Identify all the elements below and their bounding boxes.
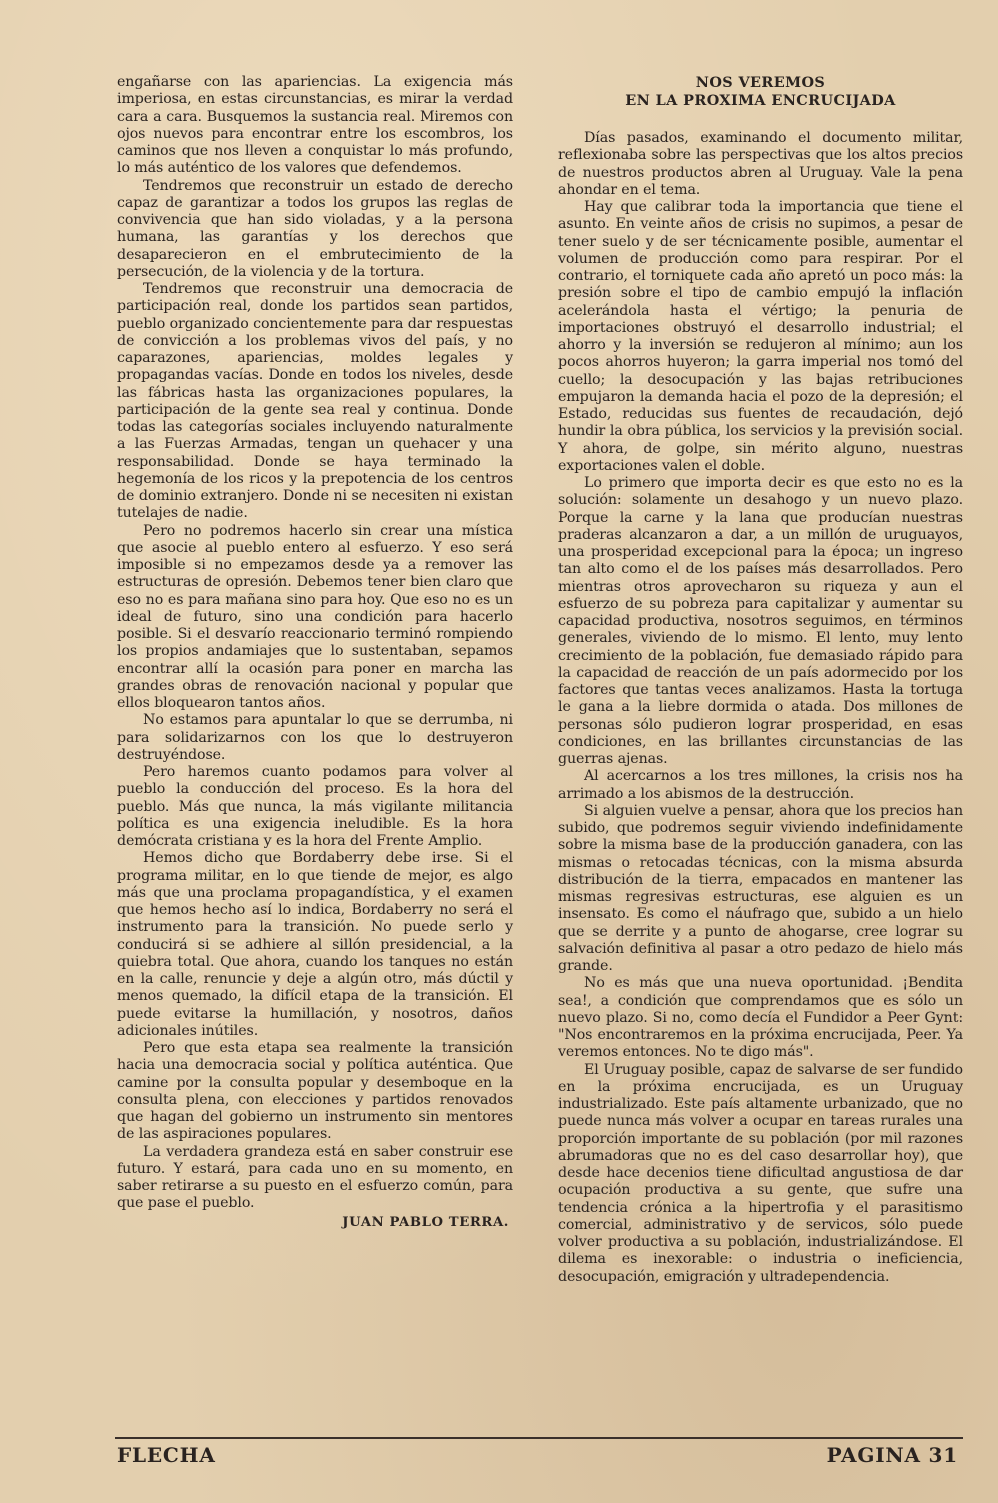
right-paragraph-1: Días pasados, examinando el documento militar, reflexionaba sobre las perspectivas que los altos precios de nuestros productos abren al Uruguay. Vale la pena ahondar en el tema. bbox=[558, 130, 963, 198]
heading-line-1: NOS VEREMOS bbox=[695, 74, 826, 91]
left-paragraph-2: Tendremos que reconstruir un estado de derecho capaz de garantizar a todos los grupos las reglas de convivencia que han sido violadas, y a la persona humana, las garantías y los derechos que desaparecieron en el embrutecimiento de la persecución, de la violencia y de la tortura. bbox=[117, 177, 513, 280]
right-paragraph-5: Si alguien vuelve a pensar, ahora que los precios han subido, que podremos seguir viviendo indefinidamente sobre la misma base de la producción ganadera, con las mismas o retocadas técnicas, con la misma absurda distribución de la tierra, empacados en mantener las mismas regresivas estructuras, ese alguien es un insensato. Es como el náufrago que, subido a un hielo que se derrite y a punto de ahogarse, cree lograr su salvación definitiva al pasar a otro pedazo de hielo más grande. bbox=[558, 802, 963, 974]
left-paragraph-8: Pero que esta etapa sea realmente la transición hacia una democracia social y política auténtica. Que camine por la consulta popular y desemboque en la consulta plena, con elecciones y partidos renovados que hagan del gobierno un instrumento sin mentores de las aspiraciones populares. bbox=[117, 1040, 513, 1143]
right-paragraph-4: Al acercarnos a los tres millones, la crisis nos ha arrimado a los abismos de la destrucción. bbox=[558, 768, 963, 802]
article-heading bbox=[558, 74, 963, 109]
heading-line-2: EN LA PROXIMA ENCRUCIJADA bbox=[625, 91, 896, 109]
right-column bbox=[558, 74, 963, 1286]
left-paragraph-9: La verdadera grandeza está en saber construir ese futuro. Y estará, para cada uno en su momento, en saber retirarse a su puesto en el esfuerzo común, para que pase el pueblo. bbox=[117, 1143, 513, 1212]
footer-rule bbox=[115, 1437, 963, 1439]
left-paragraph-3: Tendremos que reconstruir una democracia de participación real, donde los partidos sean partidos, pueblo organizado concientemente para dar respuestas de convicción a los problemas vivos del país, y no caparazones, apariencias, moldes legales y propagandas vacías. Donde en todos los niveles, desde las fábricas hasta las organizaciones populares, la participación de la gente sea real y continua. Donde todas las categorías sociales incluyendo naturalmente a las Fuerzas Armadas, tengan un quehacer y una responsabilidad. Donde se haya terminado la hegemonía de los ricos y la prepotencia de los centros de dominio extranjero. Donde ni se necesiten ni existan tutelajes de nadie. bbox=[117, 281, 513, 522]
right-paragraph-3: Lo primero que importa decir es que esto no es la solución: solamente un desahogo y un nuevo plazo. Porque la carne y la lana que producían nuestras praderas alcanzaron a dar, a un millón de uruguayos, una prosperidad excepcional para la época; un ingreso tan alto como el de los países más desarrollados. Pero mientras otros aprovecharon su riqueza y aun el esfuerzo de su pobreza para capitalizar y aumentar su capacidad productiva, nosotros seguimos, en términos generales, viviendo de lo mismo. El lento, muy lento crecimiento de la población, fue demasiado rápido para la capacidad de reacción de un país adormecido por los factores que tantas veces analizamos. Hasta la tortuga le gana a la liebre dormida o atada. Dos millones de personas sólo pudieron lograr prosperidad, en esas condiciones, en las brillantes circunstancias de las guerras ajenas. bbox=[558, 475, 963, 767]
author-byline: JUAN PABLO TERRA. bbox=[342, 1214, 509, 1230]
left-column bbox=[117, 74, 513, 1231]
left-paragraph-6: Pero haremos cuanto podamos para volver al pueblo la conducción del proceso. Es la hora del pueblo. Más que nunca, la más vigilante militancia política es una exigencia ineludible. Es la hora demócrata cristiana y es la hora del Frente Amplio. bbox=[117, 764, 513, 849]
publication-name: FLECHA bbox=[117, 1443, 216, 1467]
right-paragraph-6: No es más que una nueva oportunidad. ¡Bendita sea!, a condición que comprendamos que es sólo un nuevo plazo. Si no, como decía el Fundidor a Peer Gynt: "Nos encontraremos en la próxima encrucijada, Peer. Ya veremos entonces. No te digo más". bbox=[558, 975, 963, 1061]
left-paragraph-7: Hemos dicho que Bordaberry debe irse. Si el programa militar, en lo que tiende de mejor, es algo más que una proclama propagandística, y el examen que hemos hecho así lo indica, Bordaberry no será el instrumento para la transición. No puede serlo y conducirá si se adhiere al sillón presidencial, a la quiebra total. Que ahora, cuando los tanques no están en la calle, renuncie y deje a algún otro, más dúctil y menos quemado, la difícil etapa de la transición. El puede evitarse la humillación, y nosotros, daños adicionales inútiles. bbox=[117, 850, 513, 1039]
right-paragraph-7: El Uruguay posible, capaz de salvarse de ser fundido en la próxima encrucijada, es un Uruguay industrializado. Este país altamente urbanizado, que no puede nunca más volver a ocupar en tareas rurales una proporción importante de su población (por mil razones abrumadoras que no es del caso desarrollar hoy), que desde hace decenios tiene dificultad angustiosa de dar ocupación productiva a su gente, que sufre una tendencia crónica a la hipertrofia y el parasitismo comercial, administrativo y de servicos, sólo puede volver productiva a su población, industrializándose. El dilema es inexorable: o industria o ineficiencia, desocupación, emigración y ultradependencia. bbox=[558, 1061, 963, 1285]
right-paragraph-2: Hay que calibrar toda la importancia que tiene el asunto. En veinte años de crisis no supimos, a pesar de tener suelo y de ser técnicamente posible, aumentar el volumen de producción como para respirar. Por el contrario, el torniquete cada año apretó un poco más: la presión sobre el tipo de cambio empujó la inflación acelerándola hasta el vértigo; la penuria de importaciones obstruyó el desarrollo industrial; el ahorro y la inversión se redujeron al mínimo; aun los pocos ahorros huyeron; la garra imperial nos tomó del cuello; la desocupación y las bajas retribuciones empujaron la demanda hacia el pozo de la depresión; el Estado, reducidas sus fuentes de recaudación, dejó hundir la obra pública, los servicios y la previsión social. Y ahora, de golpe, sin mérito alguno, nuestras exportaciones valen el doble. bbox=[558, 199, 963, 474]
left-paragraph-4: Pero no podremos hacerlo sin crear una mística que asocie al pueblo entero al esfuerzo. Y eso será imposible si no empezamos desde ya a remover las estructuras de opresión. Debemos tener bien claro que eso no es para mañana sino para hoy. Que eso no es un ideal de futuro, sino una condición para hacerlo posible. Si el desvarío reaccionario terminó rompiendo los propios andamiajes que lo sustentaban, sepamos encontrar allí la ocasión para poner en marcha las grandes obras de renovación nacional y popular que ellos bloquearon tantos años. bbox=[117, 522, 513, 711]
page-number: PAGINA 31 bbox=[826, 1443, 958, 1467]
left-paragraph-1: engañarse con las apariencias. La exigencia más imperiosa, en estas circunstancias, es mirar la verdad cara a cara. Busquemos la sustancia real. Miremos con ojos nuevos para encontrar entre los escombros, los caminos que nos lleven a conquistar lo más profundo, lo más auténtico de los valores que defendemos. bbox=[117, 74, 513, 177]
left-paragraph-5: No estamos para apuntalar lo que se derrumba, ni para solidarizarnos con los que lo destruyeron destruyéndose. bbox=[117, 712, 513, 763]
